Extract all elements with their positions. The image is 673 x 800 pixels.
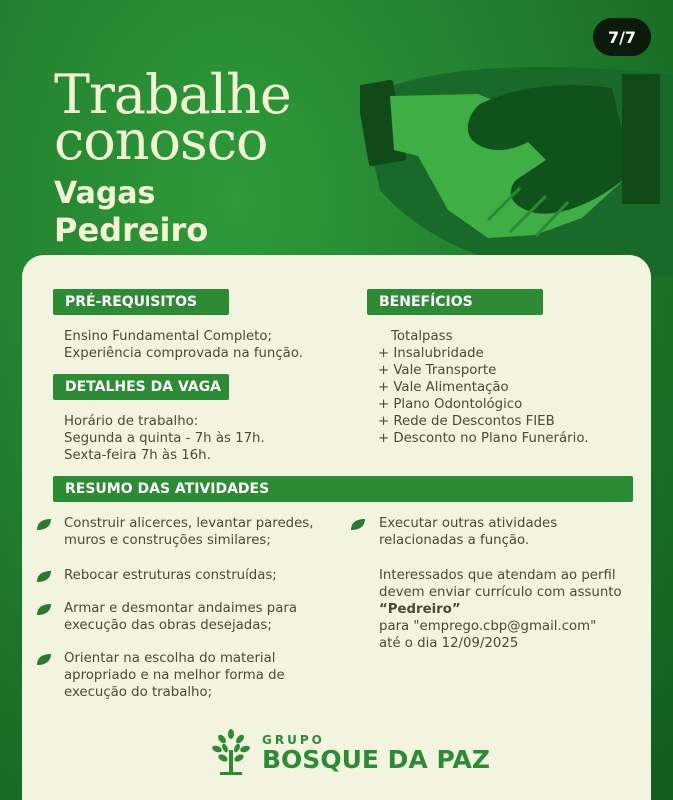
- benefits-list: [378, 328, 588, 447]
- details-line: Sexta-feira 7h às 16h.: [64, 448, 211, 463]
- activity-line: Orientar na escolha do material: [64, 651, 276, 666]
- leaf-bullet-icon: [36, 603, 52, 616]
- apply-line: Interessados que atendam ao perfil: [379, 568, 616, 583]
- activity-line: Executar outras atividades: [379, 516, 558, 531]
- activity-item: [64, 650, 285, 701]
- leaf-bullet-icon: [36, 518, 52, 531]
- activity-line: Rebocar estruturas construídas;: [64, 568, 277, 583]
- tree-icon: [210, 728, 252, 778]
- activity-item: [64, 567, 277, 584]
- activity-line: Construir alicerces, levantar paredes,: [64, 516, 314, 531]
- activity-item: [64, 515, 313, 549]
- details-label: DETALHES DA VAGA: [53, 374, 229, 400]
- activity-line: apropriado e na melhor forma de: [64, 668, 285, 683]
- benefit-item: + Rede de Descontos FIEB: [378, 414, 555, 429]
- prerequisite-item: Ensino Fundamental Completo;: [64, 329, 272, 344]
- benefits-label: BENEFÍCIOS: [367, 289, 543, 315]
- prerequisite-item: Experiência comprovada na função.: [64, 346, 303, 361]
- details-line: Horário de trabalho:: [64, 414, 199, 429]
- activity-line: Armar e desmontar andaimes para: [64, 601, 298, 616]
- leaf-bullet-icon: [36, 653, 52, 666]
- apply-line: devem enviar currículo com assunto: [379, 585, 622, 600]
- apply-instructions: [379, 567, 622, 652]
- activity-line: execução das obras desejadas;: [64, 618, 272, 633]
- apply-deadline: até o dia 12/09/2025: [379, 636, 519, 651]
- activities-label: RESUMO DAS ATIVIDADES: [53, 476, 633, 502]
- leaf-bullet-icon: [36, 570, 52, 583]
- logo-text: [262, 733, 490, 773]
- activity-item: [379, 515, 557, 549]
- prerequisites-label: PRÉ-REQUISITOS: [53, 289, 229, 315]
- benefit-item: + Desconto no Plano Funerário.: [378, 431, 589, 446]
- prerequisites-text: [64, 328, 303, 362]
- apply-subject: “Pedreiro”: [379, 602, 461, 617]
- benefit-item: Totalpass: [391, 329, 453, 344]
- benefit-item: + Insalubridade: [378, 346, 484, 361]
- subtitle-line-1: Vagas: [54, 176, 156, 211]
- details-line: Segunda a quinta - 7h às 17h.: [64, 431, 265, 446]
- company-logo: [210, 728, 490, 778]
- details-text: [64, 413, 265, 464]
- title-line-1: Trabalhe: [54, 63, 291, 126]
- title-line-2: conosco: [54, 109, 268, 172]
- logo-grupo: GRUPO: [262, 733, 325, 747]
- activity-line: muros e construções similares;: [64, 533, 271, 548]
- page-counter: 7/7: [593, 18, 651, 56]
- activity-line: execução do trabalho;: [64, 685, 213, 700]
- apply-email: para "emprego.cbp@gmail.com": [379, 619, 597, 634]
- activity-line: relacionadas a função.: [379, 533, 530, 548]
- activity-item: [64, 600, 297, 634]
- benefit-item: + Plano Odontológico: [378, 397, 523, 412]
- logo-name: BOSQUE DA PAZ: [262, 745, 490, 774]
- leaf-bullet-icon: [350, 518, 366, 531]
- benefit-item: + Vale Transporte: [378, 363, 497, 378]
- benefit-item: + Vale Alimentação: [378, 380, 509, 395]
- subtitle-line-2: Pedreiro: [54, 211, 209, 249]
